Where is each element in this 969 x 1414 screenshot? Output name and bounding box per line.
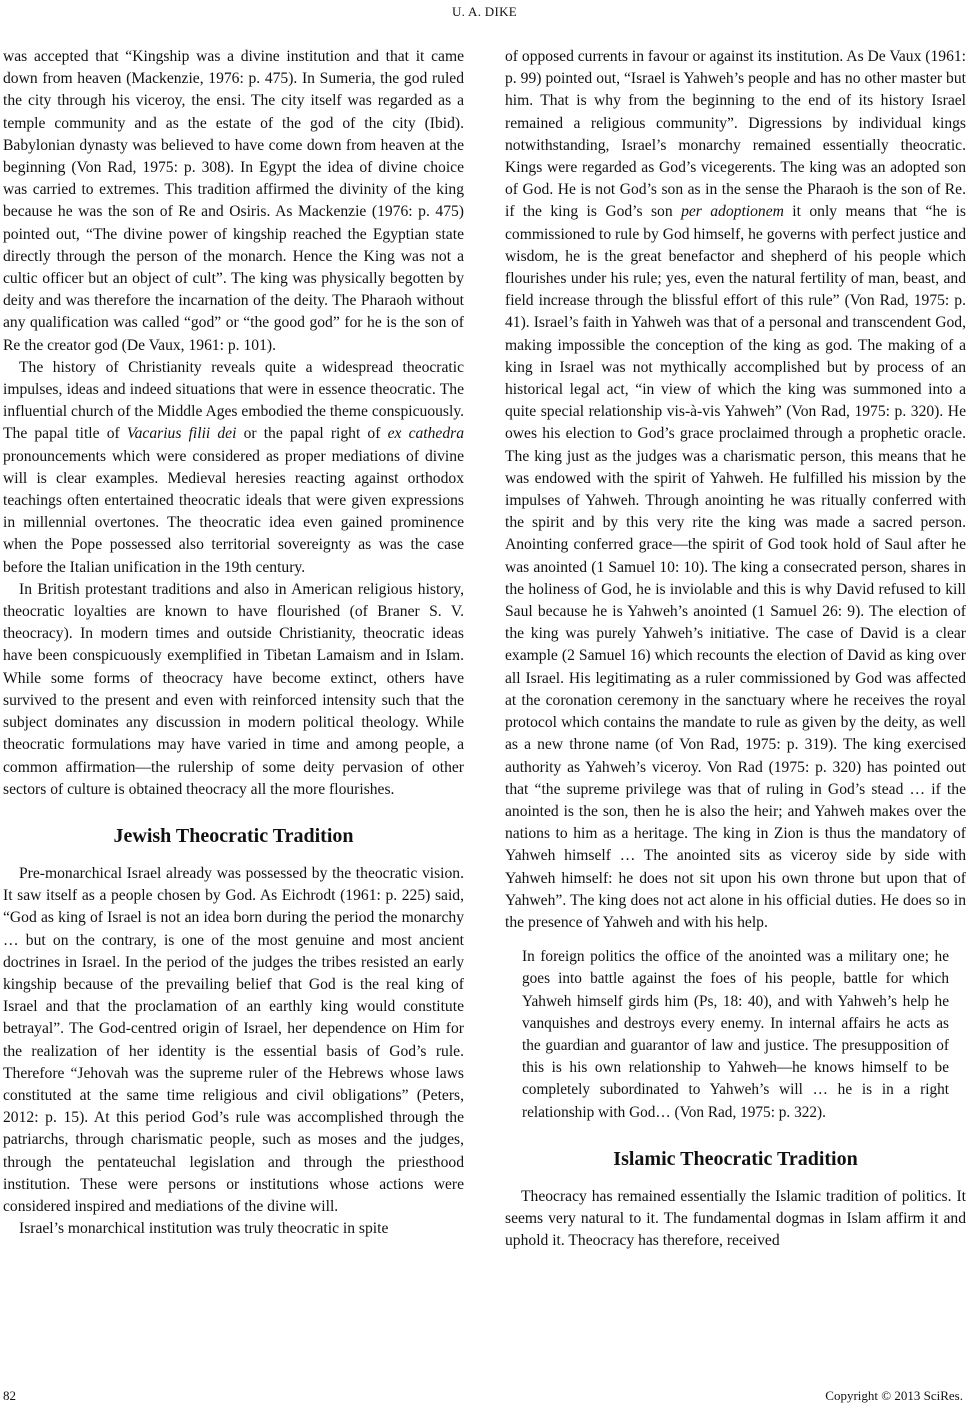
left-column bbox=[3, 46, 464, 1240]
page-number: 82 bbox=[3, 1388, 16, 1403]
copyright-notice: Copyright © 2013 SciRes. bbox=[825, 1388, 963, 1403]
section-heading: Jewish Theocratic Tradition bbox=[113, 824, 354, 847]
paragraph bbox=[3, 579, 464, 801]
block-quote: In foreign politics the office of the anointed was a military one; he goes into battle against the foes of his people, battle for which Yahweh himself girds him (Ps, 18: 40), and with Yahweh’s help he vanquishes and destroys every enemy. In internal affairs he acts as the guardian and guarantor of law and justice. The presupposition of this is his own relationship to Yahweh—he knows himself to be completely subordinated to Yahweh’s will … he is in a right relationship with God… (Von Rad, 1975: p. 322). bbox=[522, 948, 949, 1121]
paragraph-text: Theocracy has remained essentially the Islamic tradition of politics. It seems very natural to it. The fundamental dogmas in Islam affirm it and uphold it. Theocracy has therefore, received bbox=[505, 1187, 966, 1250]
paragraph-text: or the papal right of bbox=[236, 425, 388, 443]
section-heading: Islamic Theocratic Tradition bbox=[613, 1147, 858, 1170]
paragraph bbox=[3, 1218, 464, 1240]
paragraph bbox=[505, 1186, 966, 1253]
right-column bbox=[505, 46, 966, 1252]
paragraph-text: The history of Christianity reveals quite a widespread theocratic impulses, ideas and indeed situations that were in essence theocratic. The influential church of the Middle Ages embodied the theme conspicuously. The papal title of bbox=[3, 358, 464, 443]
paragraph-text: it only means that “he is commissioned to rule by God himself, he governs with perfect justice and wisdom, he is the great benefactor and shepherd of his people which flourishes under his rule; yes, even the natural fertility of man, beast, and field increase through the blissful effort of this rule” (Von Rad, 1975: p. 41). Israel’s faith in Yahweh was that of a personal and transcendent God, making impossible the conception of the king as god. The making of a king in Israel was not mythically accomplished but by process of an historical legal act, “in view of which the king was summoned into a quite special relationship vis-à-vis Yahweh” (Von Rad, 1975: p. 320). He owes his election to God’s grace proclaimed through a prophetic oracle. The king just as the judges was a charismatic person, this means that he was endowed with the spirit of Yahweh. He fulfilled his mission by the impulses of Yahweh. Through anointing he was ritually conferred with the spirit and by this very rite the king was made a sacred person. Anointing conferred grace—the spirit of God took hold of Saul after he was anointed (1 Samuel 10: 10). The king a consecrated person, shares in the holiness of God, he is inviolable and this is why David refused to kill Saul because he is Yahweh’s anointed (1 Samuel 26: 9). The election of the king was purely Yahweh’s initiative. The case of David is a clear example (2 Samuel 16) which recounts the election of David as king over all Israel. His legitimating as a ruler commissioned by God was affected at the coronation ceremony in the sanctuary where he receives the royal protocol which contains the mandate to rule as given by the deity, as well as a new throne name (of Von Rad, 1975: p. 319). The king exercised authority as Yahweh’s viceroy. Von Rad (1975: p. 320) has pointed out that “the supreme privilege was that of ruling in God’s stead … if the anointed is the son, then he is also the heir; and Yahweh makes over the nations to him as a heritage. The king in Zion is thus the mandatory of Yahweh himself … The anointed sits as viceroy side by side with Yahweh himself: he does not sit upon his own throne but upon that of Yahweh”. The king does not act alone in his official duties. He does so in the presence of Yahweh and with his help. bbox=[505, 203, 966, 931]
paragraph bbox=[505, 46, 966, 934]
paragraph bbox=[3, 863, 464, 1218]
paragraph-text: In British protestant traditions and also in American religious history, theocratic loyalties are known to have flourished (of Braner S. V. theocracy). In modern times and outside Christianity, theocratic ideas have been conspicuously exemplified in Tibetan Lamaism and in Islam. While some forms of theocracy have become extinct, others have survived to the present and even with reinforced intensity such that the subject dominates any discussion in modern political theology. While theocratic formulations may have varied in time and among people, a common affirmation—the rulership of some deity pervasion of other sectors of culture is obtained theocracy all the more flourishes. bbox=[3, 580, 464, 798]
paragraph-text: of opposed currents in favour or against its institution. As De Vaux (1961: p. 99) pointed out, “Israel is Yahweh’s people and has no other master but him. That is why from the beginning to the end of its history Israel remained a religious community”. Digressions by individual kings notwithstanding, Israel’s monarchy remained essentially theocratic. Kings were regarded as God’s vicegerents. The king was an adopted son of God. He is not God’s son as in the sense the Pharaoh is the son of Re. if the king is God’s son bbox=[505, 48, 966, 221]
paragraph bbox=[3, 46, 464, 357]
paragraph-text: Israel’s monarchical institution was truly theocratic in spite bbox=[19, 1220, 389, 1238]
italic-term: per adoptionem bbox=[681, 203, 784, 221]
paragraph-text: pronouncements which were considered as proper mediations of divine will is clear examples. Medieval heresies reacting against orthodox teachings often entertained theocratic ideals that were given expressions in millennial overtones. The theocratic idea even gained prominence when the Pope possessed also territorial sovereignty as was the case before the Italian unification in the 19th century. bbox=[3, 447, 464, 576]
paragraph bbox=[3, 357, 464, 579]
italic-term: ex cathedra bbox=[387, 425, 464, 443]
running-head: U. A. DIKE bbox=[451, 4, 518, 19]
paragraph-text: was accepted that “Kingship was a divine institution and that it came down from heaven (Mackenzie, 1976: p. 475). In Sumeria, the god ruled the city through his viceroy, the ensi. The city itself was regarded as a temple community and as the estate of the god of the city (Ibid). Babylonian dynasty was believed to have come down from heaven at the beginning (Von Rad, 1975: p. 308). In Egypt the idea of divine choice was carried to extremes. This tradition affirmed the divinity of the king because he was the son of Re and Osiris. As Mackenzie (1976: p. 475) pointed out, “The divine power of kingship reached the Egyptian state directly through the person of the monarch. Hence the King was not a cultic officer but an object of cult”. The king was physically begotten by deity and was therefore the incarnation of the deity. The Pharaoh without any qualification was called “god” or “the good god” for he is the son of Re the creator god (De Vaux, 1961: p. 101). bbox=[3, 48, 464, 354]
paragraph-text: Pre-monarchical Israel already was possessed by the theocratic vision. It saw itself as a people chosen by God. As Eichrodt (1961: p. 225) said, “God as king of Israel is not an idea born during the period the monarchy … but on the contrary, is one of the most genuine and most ancient doctrines in Israel. In the period of the judges the tribes resisted an early kingship because of the prevailing belief that God is the real king of Israel and that the proclamation of an earthly king would constitute betrayal”. The God-centred origin of Israel, her dependence on Him for the realization of her identity is the essential basis of God’s rule. Therefore “Jehovah was the supreme ruler of the Hebrews whose laws constituted at the same time religious and civil obligations” (Peters, 2012: p. 15). At this period God’s rule was accomplished through the patriarchs, through charismatic people, such as moses and the judges, through the pentateuchal legislation and through the priesthood institution. These were persons or institutions whose actions were considered inspired and mediations of the divine will. bbox=[3, 864, 464, 1215]
italic-term: Vacarius filii dei bbox=[126, 425, 237, 443]
